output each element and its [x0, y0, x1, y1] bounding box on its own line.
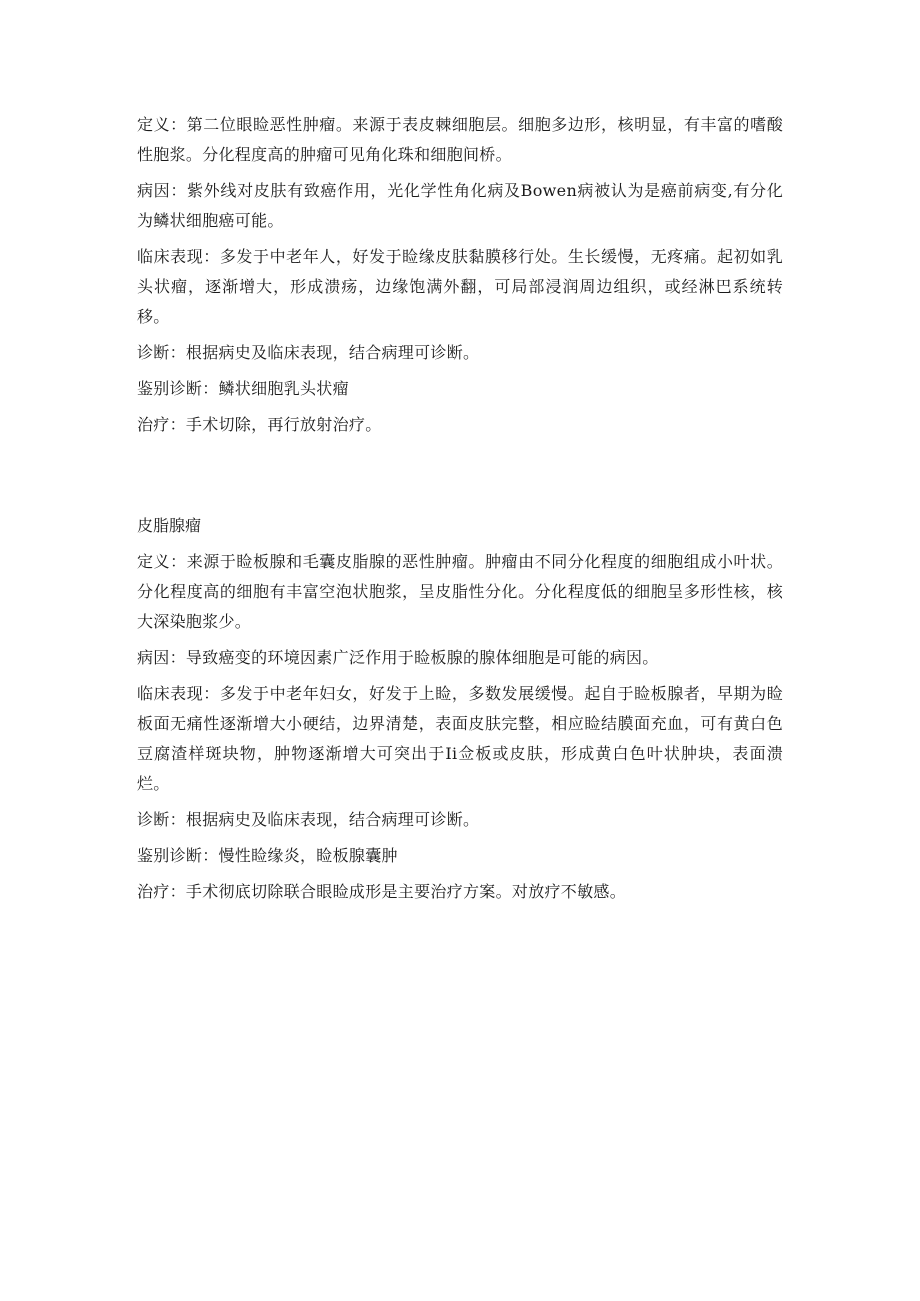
- diagnosis-paragraph: 诊断：根据病史及临床表现，结合病理可诊断。: [137, 343, 480, 362]
- etiology-paragraph: 病因：紫外线对皮肤有致癌作用，光化学性角化病及Bowen病被认为是癌前病变,有分化为鳞状细胞癌可能。: [137, 181, 783, 230]
- clinical-paragraph: 临床表现：多发于中老年人，好发于睑缘皮肤黏膜移行处。生长缓慢，无疼痛。起初如乳头状瘤，逐渐增大，形成溃疡，边缘饱满外翻，可局部浸润周边组织，或经淋巴系统转移。: [137, 247, 783, 326]
- diagnosis-paragraph: 诊断：根据病史及临床表现，结合病理可诊断。: [137, 810, 480, 829]
- section-title: 皮脂腺瘤: [137, 516, 202, 535]
- treatment-paragraph: 治疗：手术彻底切除联合眼睑成形是主要治疗方案。对放疗不敏感。: [137, 882, 627, 901]
- differential-paragraph: 鉴别诊断：鳞状细胞乳头状瘤: [137, 379, 349, 398]
- clinical-paragraph: 临床表现：多发于中老年妇女，好发于上睑，多数发展缓慢。起自于睑板腺者，早期为睑板面无痛性逐渐增大小硬结，边界清楚，表面皮肤完整，相应睑结膜面充血，可有黄白色豆腐渣样斑块物，肿物逐渐增大可突出于Ii佥板或皮肤，形成黄白色叶状肿块，表面溃烂。: [137, 684, 783, 793]
- differential-paragraph: 鉴别诊断：慢性睑缘炎，睑板腺囊肿: [137, 846, 398, 865]
- definition-paragraph: 定义：来源于睑板腺和毛囊皮脂腺的恶性肿瘤。肿瘤由不同分化程度的细胞组成小叶状。分化程度高的细胞有丰富空泡状胞浆，呈皮脂性分化。分化程度低的细胞呈多形性核，核大深染胞浆少。: [137, 552, 783, 631]
- squamous-cell-carcinoma-section: [137, 110, 783, 446]
- treatment-paragraph: 治疗：手术切除，再行放射治疗。: [137, 415, 382, 434]
- definition-paragraph: 定义：第二位眼睑恶性肿瘤。来源于表皮棘细胞层。细胞多边形，核明显，有丰富的嗜酸性胞浆。分化程度高的肿瘤可见角化珠和细胞间桥。: [137, 115, 783, 164]
- etiology-paragraph: 病因：导致癌变的环境因素广泛作用于睑板腺的腺体细胞是可能的病因。: [137, 648, 659, 667]
- sebaceous-carcinoma-section: [137, 511, 783, 913]
